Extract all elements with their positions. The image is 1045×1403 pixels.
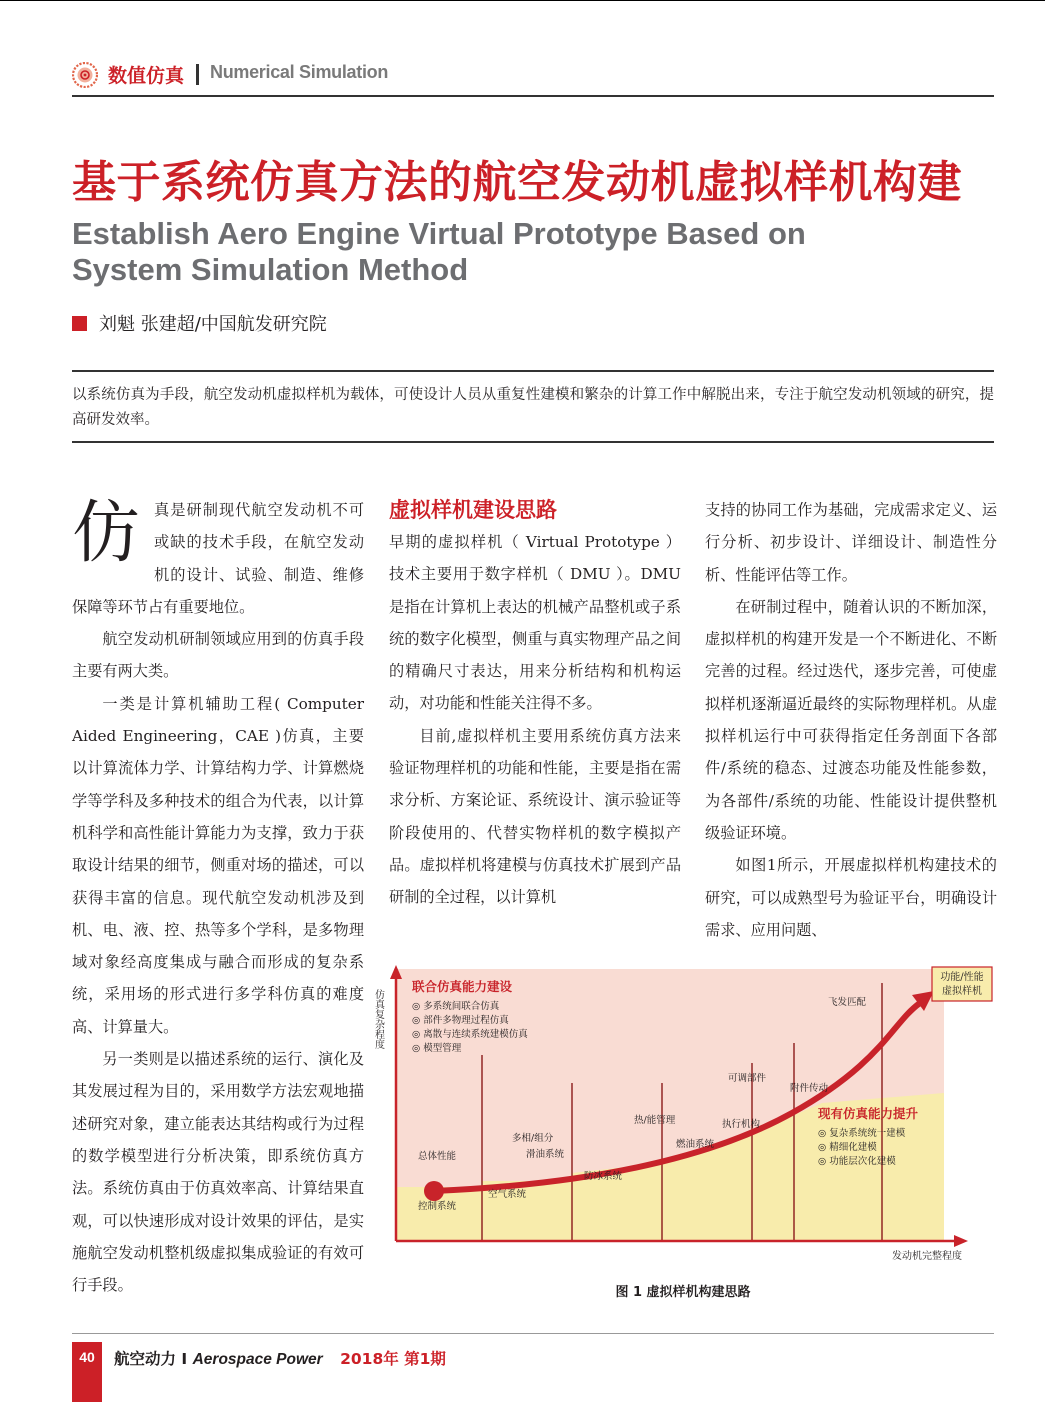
col3-paragraph-3: 如图1所示，开展虚拟样机构建技术的研究，可以成熟型号为验证平台，明确设计需求、应用问题、	[705, 856, 997, 939]
joint-item-1: ◎ 多系统间联合仿真	[412, 1001, 500, 1012]
column-3	[705, 494, 997, 946]
figure-1-diagram	[372, 963, 994, 1283]
joint-item-4: ◎ 模型管理	[412, 1043, 462, 1054]
article-title-en-line2: System Simulation Method	[72, 252, 469, 287]
top-rule	[0, 0, 1045, 1]
section-header	[72, 60, 994, 96]
journal-en: Aerospace Power	[192, 1351, 323, 1368]
col3-paragraph-2: 在研制过程中，随着认识的不断加深，虚拟样机的构建开发是一个不断进化、不断完善的过程。经过迭代，逐步完善，可使虚拟样机逐渐逼近最终的实际物理样机。从虚拟样机运行中可获得指定任务剖面下各部件/系统的稳态、过渡态功能及性能参数，为各部件/系统的功能、性能设计提供整机级验证环境。	[705, 597, 997, 842]
journal-cn: 航空动力	[114, 1350, 177, 1368]
footer-journal	[114, 1347, 446, 1369]
section-logo-icon	[72, 62, 98, 88]
article-title-en-line1: Establish Aero Engine Virtual Prototype Based on	[72, 216, 806, 251]
section-title-en: Numerical Simulation	[210, 62, 389, 82]
x-axis-label: 发动机完整程度	[892, 1251, 962, 1262]
col1-paragraph-4: 另一类则是以描述系统的运行、演化及其发展过程为目的，采用数学方法宏观地描述研究对象，建立能表达其结构或行为过程的数学模型进行分析决策，即系统仿真方法。系统仿真由于仿真效率高、计算结果直观，可以快速形成对设计效果的评估，是实施航空发动机整机级虚拟集成验证的有效可行手段。	[72, 1050, 364, 1295]
label-lube: 滑油系统	[526, 1149, 565, 1160]
y-axis-label: 仿真复杂程度	[372, 989, 384, 1049]
label-multiphase: 多相/组分	[512, 1133, 554, 1144]
abstract-rule-bottom	[72, 441, 994, 443]
top-box-line1: 功能/性能	[940, 972, 984, 983]
label-accessory: 附件传动	[790, 1083, 829, 1094]
label-air: 空气系统	[488, 1189, 527, 1200]
label-fuel: 燃油系统	[676, 1139, 715, 1150]
journal-sep: I	[181, 1350, 193, 1368]
improve-item-3: ◎ 功能层次化建模	[818, 1156, 896, 1167]
figure-caption: 图 1 虚拟样机构建思路	[615, 1285, 751, 1300]
label-control: 控制系统	[418, 1201, 457, 1212]
article-title-cn: 基于系统仿真方法的航空发动机虚拟样机构建	[72, 157, 962, 208]
section-title-cn: 数值仿真	[108, 65, 185, 87]
abstract-rule-top	[72, 370, 994, 372]
authors	[72, 310, 327, 336]
x-axis-arrow	[954, 1235, 968, 1247]
label-actuator: 执行机构	[722, 1119, 761, 1130]
col3-paragraph-1: 支持的协同工作为基础，完成需求定义、运行分析、初步设计、详细设计、制造性分析、性能评估等工作。	[705, 501, 997, 584]
section-heading: 虚拟样机建设思路	[389, 498, 557, 522]
journal-issue: 2018年 第1期	[340, 1350, 446, 1368]
joint-item-2: ◎ 部件多物理过程仿真	[412, 1015, 509, 1026]
header-rule	[72, 95, 994, 97]
col2-paragraph-1: 早期的虚拟样机（ Virtual Prototype ）技术主要用于数字样机（ DMU ）。DMU是指在计算机上表达的机械产品整机或子系统的数字化模型，侧重与真实物理产品之间的精确尺寸表达，用来分析结构和机构运动，对功能和性能关注得不多。	[389, 533, 681, 713]
improve-title: 现有仿真能力提升	[818, 1106, 919, 1121]
label-overall: 总体性能	[418, 1151, 457, 1162]
label-flight: 飞发匹配	[828, 997, 867, 1008]
col1-paragraph-3: 一类是计算机辅助工程( Computer Aided Engineering，CAE )仿真，主要以计算流体力学、计算结构力学、计算燃烧学等学科及多种技术的组合为代表，以计算机科学和高性能计算能力为支撑，致力于获取设计结果的细节，侧重对场的描述，可以获得丰富的信息。现代航空发动机涉及到机、电、液、控、热等多个学科，是多物理域对象经高度集成与融合而形成的复杂系统，采用场的形式进行多学科仿真的难度高、计算量大。	[72, 694, 364, 1036]
col1-paragraph-2: 航空发动机研制领域应用到的仿真手段主要有两大类。	[72, 630, 364, 681]
column-1	[72, 494, 364, 1301]
page-number: 40	[72, 1342, 102, 1402]
author-square-icon	[72, 316, 87, 331]
drop-cap: 仿	[72, 494, 141, 573]
top-box-line2: 虚拟样机	[942, 986, 982, 997]
label-adjustable: 可调部件	[728, 1073, 767, 1084]
abstract: 以系统仿真为手段，航空发动机虚拟样机为载体，可使设计人员从重复性建模和繁杂的计算工作中解脱出来，专注于航空发动机领域的研究，提高研发效率。	[72, 387, 994, 428]
improve-item-1: ◎ 复杂系统统一建模	[818, 1128, 906, 1139]
yellow-right-zone	[822, 1103, 944, 1241]
col2-paragraph-2: 目前,虚拟样机主要用系统仿真方法来验证物理样机的功能和性能，主要是指在需求分析、方案论证、系统设计、演示验证等阶段使用的、代替实物样机的数字模拟产品。虚拟样机将建模与仿真技术扩展到产品研制的全过程，以计算机	[389, 726, 681, 907]
joint-title: 联合仿真能力建设	[412, 979, 513, 994]
footer-rule	[72, 1333, 994, 1334]
start-dot	[424, 1181, 444, 1201]
col1-paragraph-1: 真是研制现代航空发动机不可或缺的技术手段，在航空发动机的设计、试验、制造、维修保障等环节占有重要地位。	[72, 501, 364, 616]
article-title-en	[72, 216, 806, 288]
improve-item-2: ◎ 精细化建模	[818, 1142, 877, 1153]
label-thermal: 热/能管理	[634, 1115, 676, 1126]
section-divider	[196, 64, 199, 85]
column-2	[389, 494, 681, 914]
joint-item-3: ◎ 离散与连续系统建模仿真	[412, 1029, 528, 1040]
authors-text: 刘魁 张建超/中国航发研究院	[99, 314, 327, 335]
label-anti-ice: 防冰系统	[584, 1171, 623, 1182]
